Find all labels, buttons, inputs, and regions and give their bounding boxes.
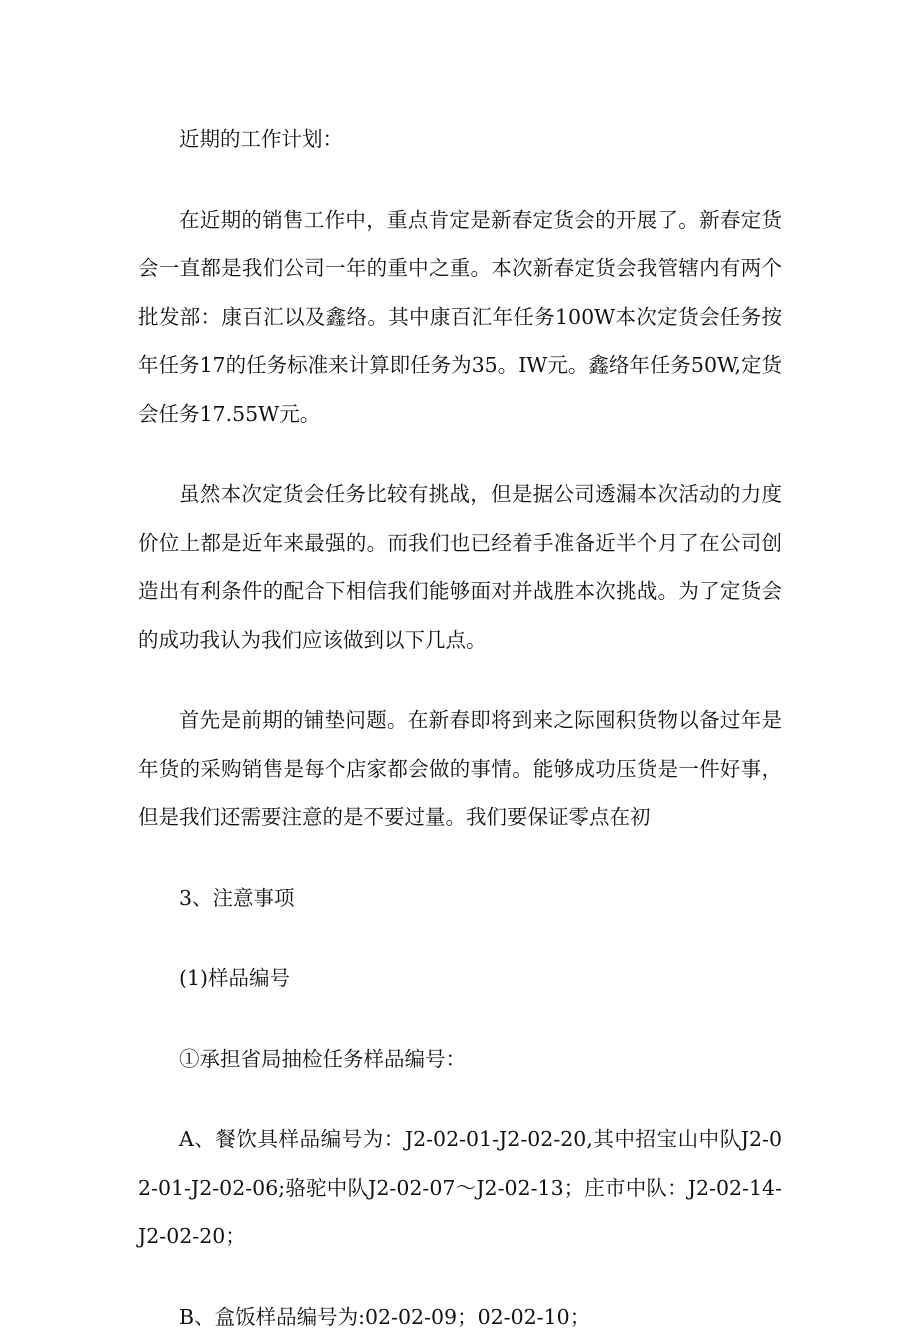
paragraph-tableware-samples: A、餐饮具样品编号为：J2-02-01-J2-02-20,其中招宝山中队J2-02-01-J2-02-06;骆驼中队J2-02-07～J2-02-13；庄市中队：J2-02-14-J2-02-20；	[138, 1115, 782, 1261]
paragraph-challenge: 虽然本次定货会任务比较有挑战，但是据公司透漏本次活动的力度价位上都是近年来最强的。而我们也已经着手准备近半个月了在公司创造出有利条件的配合下相信我们能够面对并战胜本次挑战。为了定货会的成功我认为我们应该做到以下几点。	[138, 470, 782, 664]
subheading-sample-numbering: (1)样品编号	[138, 954, 782, 1003]
paragraph-boxed-meal-samples: B、盒饭样品编号为:02-02-09；02-02-10；	[138, 1293, 782, 1341]
paragraph-provincial-task: ①承担省局抽检任务样品编号：	[138, 1035, 782, 1084]
paragraph-preparation: 首先是前期的铺垫问题。在新春即将到来之际囤积货物以备过年是年货的采购销售是每个店家都会做的事情。能够成功压货是一件好事，但是我们还需要注意的是不要过量。我们要保证零点在初	[138, 696, 782, 842]
section-heading-notes: 3、注意事项	[138, 874, 782, 923]
paragraph-order-meeting: 在近期的销售工作中，重点肯定是新春定货会的开展了。新春定货会一直都是我们公司一年的重中之重。本次新春定货会我管辖内有两个批发部：康百汇以及鑫络。其中康百汇年任务100W本次定货会任务按年任务17的任务标准来计算即任务为35。IW元。鑫络年任务50W,定货会任务17.55W元。	[138, 196, 782, 439]
section-heading-work-plan: 近期的工作计划：	[138, 115, 782, 164]
